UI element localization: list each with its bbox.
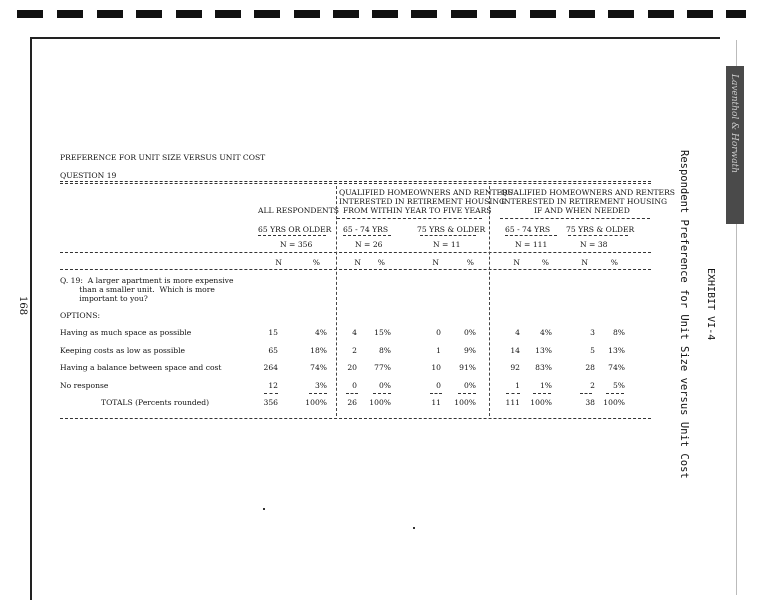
cell-count: 4: [515, 328, 520, 337]
cell-count: 0: [436, 328, 441, 337]
header-within-year-line1: QUALIFIED HOMEOWNERS AND RENTERS: [339, 188, 514, 197]
col-pct-all: %: [312, 258, 320, 267]
cell-count: 10: [431, 363, 441, 372]
col-pct-g3: %: [541, 258, 549, 267]
cell-percent: 5%: [612, 381, 625, 390]
col-n-g1: N: [354, 258, 361, 267]
scan-speck: [413, 527, 415, 529]
question-text-2: than a smaller unit. Which is more: [60, 285, 215, 294]
age-g1: 65 - 74 YRS: [343, 225, 389, 234]
rule-age-g1: [343, 235, 391, 236]
rule-bottom: [60, 418, 651, 419]
cell-percent: 91%: [459, 363, 476, 372]
cell-count: 11: [431, 398, 441, 407]
rule-age-g4: [568, 235, 628, 236]
cell-percent: 100%: [530, 398, 552, 407]
cell-count: 20: [347, 363, 357, 372]
cell-percent: 74%: [310, 363, 327, 372]
age-all: 65 YRS OR OLDER: [258, 225, 332, 234]
rule-age-all: [258, 235, 326, 236]
question-text-3: important to you?: [60, 294, 148, 303]
cell-count: 14: [510, 346, 520, 355]
cell-percent: 13%: [535, 346, 552, 355]
page-frame-top: [30, 37, 720, 39]
row-label-totals: TOTALS (Percents rounded): [101, 398, 210, 407]
rule-top-1: [60, 181, 651, 182]
cell-percent: 1%: [539, 381, 552, 390]
cell-count: 264: [263, 363, 278, 372]
cell-percent: 0%: [463, 381, 476, 390]
cell-percent: 100%: [369, 398, 391, 407]
cell-percent: 4%: [314, 328, 327, 337]
cell-percent: 8%: [378, 346, 391, 355]
base-g4: N = 38: [580, 240, 608, 249]
cell-percent: 8%: [612, 328, 625, 337]
table-title: PREFERENCE FOR UNIT SIZE VERSUS UNIT COST: [60, 153, 266, 162]
row-label: Having as much space as possible: [60, 328, 192, 337]
rule-group1: [337, 218, 482, 219]
cell-count: 15: [268, 328, 278, 337]
age-g2: 75 YRS & OLDER: [417, 225, 486, 234]
cell-count: 0: [352, 381, 357, 390]
cell-count: 26: [347, 398, 357, 407]
col-n-all: N: [275, 258, 282, 267]
page-frame-left: [30, 37, 32, 600]
rule-after-colheads: [60, 269, 651, 270]
cell-percent: 83%: [535, 363, 552, 372]
cell-percent: 9%: [463, 346, 476, 355]
cell-percent: 77%: [374, 363, 391, 372]
rule-mid: [60, 252, 651, 253]
age-g3: 65 - 74 YRS: [505, 225, 551, 234]
col-n-g4: N: [581, 258, 588, 267]
row-label: No response: [60, 381, 109, 390]
header-when-needed-line1: QUALIFIED HOMEOWNERS AND RENTERS: [501, 188, 676, 197]
cell-percent: 100%: [603, 398, 625, 407]
age-g4: 75 YRS & OLDER: [566, 225, 635, 234]
cell-percent: 0%: [463, 328, 476, 337]
cell-percent: 0%: [378, 381, 391, 390]
row-label: Having a balance between space and cost: [60, 363, 222, 372]
cell-count: 12: [268, 381, 278, 390]
cell-percent: 13%: [608, 346, 625, 355]
exhibit-label: EXHIBIT VI-4: [705, 268, 716, 341]
row-label: Keeping costs as low as possible: [60, 346, 186, 355]
cell-percent: 4%: [539, 328, 552, 337]
base-g2: N = 11: [433, 240, 461, 249]
base-g3: N = 111: [515, 240, 548, 249]
header-all-respondents: ALL RESPONDENTS: [258, 206, 339, 215]
rule-top-2: [60, 183, 651, 184]
cell-count: 28: [585, 363, 595, 372]
exhibit-title: Respondent Preference for Unit Size versus Unit Cost: [678, 150, 690, 479]
cell-count: 2: [590, 381, 595, 390]
cell-percent: 18%: [310, 346, 327, 355]
col-pct-g4: %: [610, 258, 618, 267]
base-all: N = 356: [280, 240, 313, 249]
rule-age-g2: [420, 235, 476, 236]
cell-count: 0: [436, 381, 441, 390]
cell-count: 1: [436, 346, 441, 355]
cell-percent: 15%: [374, 328, 391, 337]
index-tab: [726, 66, 744, 224]
cell-percent: 3%: [314, 381, 327, 390]
cell-percent: 100%: [305, 398, 327, 407]
cell-count: 4: [352, 328, 357, 337]
cell-count: 2: [352, 346, 357, 355]
question-label: QUESTION 19: [60, 171, 117, 180]
scan-speck: [263, 508, 265, 510]
header-within-year-line2: INTERESTED IN RETIREMENT HOUSING: [339, 197, 506, 206]
cell-count: 38: [585, 398, 595, 407]
cell-count: 92: [510, 363, 520, 372]
cell-count: 5: [590, 346, 595, 355]
cell-count: 1: [515, 381, 520, 390]
question-text-1: Q. 19: A larger apartment is more expensive: [60, 276, 234, 285]
page-number: 168: [17, 296, 28, 316]
header-within-year-line3: FROM WITHIN YEAR TO FIVE YEARS: [343, 206, 492, 215]
cell-count: 65: [268, 346, 278, 355]
col-pct-g2: %: [466, 258, 474, 267]
col-pct-g1: %: [377, 258, 385, 267]
col-n-g2: N: [432, 258, 439, 267]
cell-count: 111: [505, 398, 520, 407]
header-when-needed-line3: IF AND WHEN NEEDED: [534, 206, 630, 215]
options-label: OPTIONS:: [60, 311, 101, 320]
cell-percent: 100%: [454, 398, 476, 407]
col-n-g3: N: [513, 258, 520, 267]
index-tab-text: Laventhol & Horwath: [729, 74, 739, 174]
cell-count: 356: [263, 398, 278, 407]
header-when-needed-line2: INTERESTED IN RETIREMENT HOUSING: [501, 197, 668, 206]
cell-count: 3: [590, 328, 595, 337]
base-g1: N = 26: [355, 240, 383, 249]
cell-percent: 74%: [608, 363, 625, 372]
rule-age-g3: [505, 235, 557, 236]
rule-group2: [500, 218, 650, 219]
